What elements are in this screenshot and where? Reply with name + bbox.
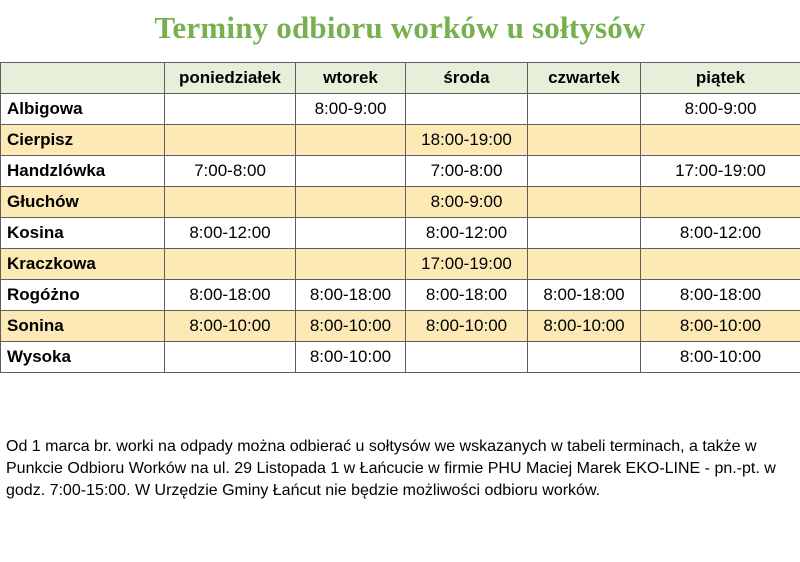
time-cell-friday: 8:00-10:00 bbox=[641, 342, 800, 373]
time-cell-tuesday: 8:00-9:00 bbox=[296, 94, 406, 125]
time-cell-thursday bbox=[528, 156, 641, 187]
time-cell-monday bbox=[165, 249, 296, 280]
time-cell-friday bbox=[641, 249, 800, 280]
village-name-cell: Wysoka bbox=[1, 342, 165, 373]
time-cell-wednesday: 18:00-19:00 bbox=[406, 125, 528, 156]
time-cell-tuesday: 8:00-10:00 bbox=[296, 342, 406, 373]
header-cell-corner bbox=[1, 63, 165, 94]
schedule-table bbox=[0, 62, 800, 373]
time-cell-monday: 8:00-10:00 bbox=[165, 311, 296, 342]
time-cell-wednesday: 17:00-19:00 bbox=[406, 249, 528, 280]
time-cell-tuesday bbox=[296, 249, 406, 280]
header-cell-thursday: czwartek bbox=[528, 63, 641, 94]
table-row bbox=[1, 187, 800, 218]
time-cell-thursday bbox=[528, 249, 641, 280]
time-cell-friday bbox=[641, 187, 800, 218]
village-name-cell: Cierpisz bbox=[1, 125, 165, 156]
time-cell-wednesday: 8:00-9:00 bbox=[406, 187, 528, 218]
time-cell-monday: 8:00-12:00 bbox=[165, 218, 296, 249]
time-cell-friday: 8:00-10:00 bbox=[641, 311, 800, 342]
village-name-cell: Sonina bbox=[1, 311, 165, 342]
table-row bbox=[1, 342, 800, 373]
time-cell-thursday bbox=[528, 218, 641, 249]
info-note-text: Od 1 marca br. worki na odpady można odbierać u sołtysów we wskazanych w tabeli terminach, a także w Punkcie Odbioru Worków na ul. 29 Listopada 1 w Łańcucie w firmie PHU Maciej Marek EKO-LINE - pn.-pt. w godz. 7:00-15:00. W Urzędzie Gminy Łańcut nie będzie możliwości odbioru worków. bbox=[6, 438, 776, 499]
time-cell-thursday bbox=[528, 342, 641, 373]
time-cell-thursday bbox=[528, 94, 641, 125]
time-cell-wednesday: 8:00-12:00 bbox=[406, 218, 528, 249]
time-cell-wednesday bbox=[406, 342, 528, 373]
table-row bbox=[1, 125, 800, 156]
village-name-cell: Handzlówka bbox=[1, 156, 165, 187]
village-name-cell: Kraczkowa bbox=[1, 249, 165, 280]
time-cell-wednesday: 8:00-18:00 bbox=[406, 280, 528, 311]
time-cell-tuesday: 8:00-18:00 bbox=[296, 280, 406, 311]
header-cell-monday: poniedziałek bbox=[165, 63, 296, 94]
time-cell-thursday bbox=[528, 125, 641, 156]
header-cell-wednesday: środa bbox=[406, 63, 528, 94]
table-row bbox=[1, 280, 800, 311]
time-cell-tuesday: 8:00-10:00 bbox=[296, 311, 406, 342]
village-name-cell: Rogóżno bbox=[1, 280, 165, 311]
time-cell-wednesday: 8:00-10:00 bbox=[406, 311, 528, 342]
time-cell-monday: 8:00-18:00 bbox=[165, 280, 296, 311]
time-cell-monday bbox=[165, 125, 296, 156]
time-cell-wednesday: 7:00-8:00 bbox=[406, 156, 528, 187]
time-cell-thursday: 8:00-10:00 bbox=[528, 311, 641, 342]
schedule-table-body bbox=[1, 63, 800, 373]
time-cell-friday: 8:00-18:00 bbox=[641, 280, 800, 311]
time-cell-friday: 17:00-19:00 bbox=[641, 156, 800, 187]
table-row bbox=[1, 311, 800, 342]
time-cell-monday bbox=[165, 342, 296, 373]
village-name-cell: Kosina bbox=[1, 218, 165, 249]
page-title: Terminy odbioru worków u sołtysów bbox=[154, 10, 646, 45]
time-cell-monday bbox=[165, 187, 296, 218]
time-cell-tuesday bbox=[296, 156, 406, 187]
time-cell-friday: 8:00-9:00 bbox=[641, 94, 800, 125]
time-cell-thursday: 8:00-18:00 bbox=[528, 280, 641, 311]
table-row bbox=[1, 156, 800, 187]
time-cell-friday bbox=[641, 125, 800, 156]
time-cell-friday: 8:00-12:00 bbox=[641, 218, 800, 249]
time-cell-tuesday bbox=[296, 187, 406, 218]
table-row bbox=[1, 94, 800, 125]
time-cell-thursday bbox=[528, 187, 641, 218]
time-cell-tuesday bbox=[296, 218, 406, 249]
info-note bbox=[6, 436, 796, 502]
time-cell-monday bbox=[165, 94, 296, 125]
table-row bbox=[1, 249, 800, 280]
time-cell-tuesday bbox=[296, 125, 406, 156]
table-row bbox=[1, 218, 800, 249]
header-cell-friday: piątek bbox=[641, 63, 800, 94]
table-header-row bbox=[1, 63, 800, 94]
village-name-cell: Głuchów bbox=[1, 187, 165, 218]
village-name-cell: Albigowa bbox=[1, 94, 165, 125]
time-cell-wednesday bbox=[406, 94, 528, 125]
time-cell-monday: 7:00-8:00 bbox=[165, 156, 296, 187]
header-cell-tuesday: wtorek bbox=[296, 63, 406, 94]
